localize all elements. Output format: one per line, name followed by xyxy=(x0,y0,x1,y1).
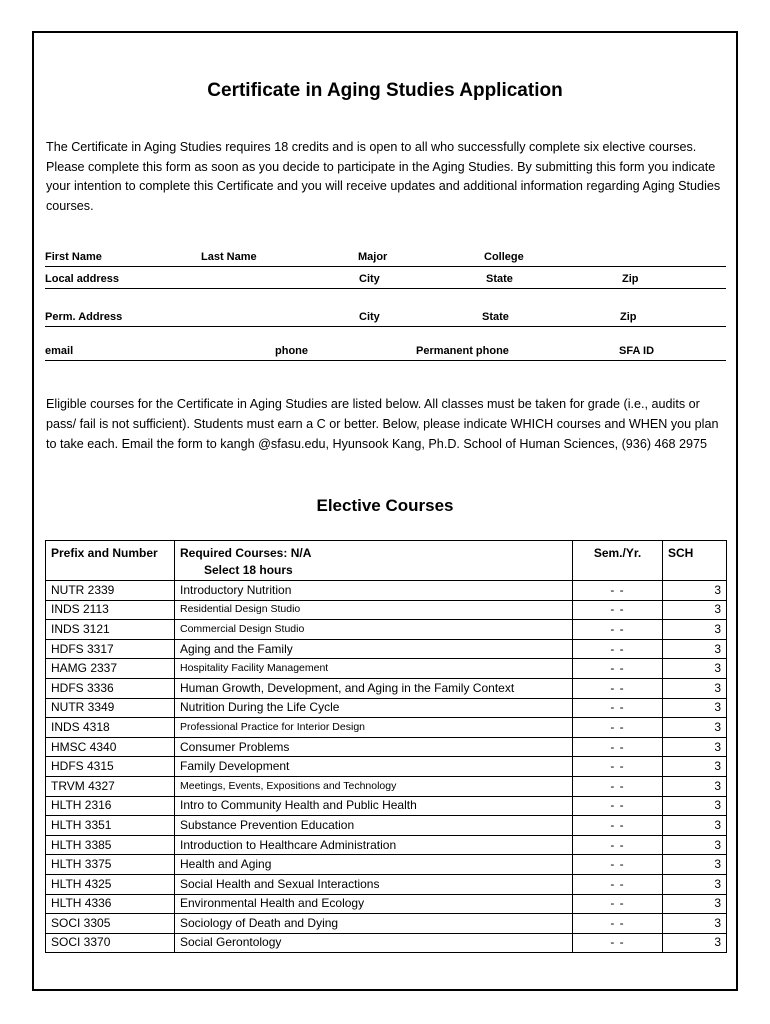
local-address-field[interactable]: Local address xyxy=(45,273,119,285)
sem-yr-input[interactable]: - - xyxy=(573,796,663,816)
sch-value: 3 xyxy=(663,835,727,855)
sem-yr-input[interactable]: - - xyxy=(573,620,663,640)
course-code: HMSC 4340 xyxy=(46,737,175,757)
first-name-field[interactable]: First Name xyxy=(45,251,102,263)
course-name: Intro to Community Health and Public Health xyxy=(175,796,573,816)
local-zip-field[interactable]: Zip xyxy=(622,273,639,285)
course-name: Residential Design Studio xyxy=(175,600,573,620)
table-row xyxy=(46,581,727,601)
course-code: HLTH 3385 xyxy=(46,835,175,855)
course-code: HDFS 3336 xyxy=(46,678,175,698)
course-name: Social Gerontology xyxy=(175,933,573,953)
major-field[interactable]: Major xyxy=(358,251,388,263)
sem-yr-input[interactable]: - - xyxy=(573,894,663,914)
sem-yr-input[interactable]: - - xyxy=(573,914,663,934)
table-row xyxy=(46,933,727,953)
course-code: NUTR 3349 xyxy=(46,698,175,718)
sch-value: 3 xyxy=(663,874,727,894)
sch-value: 3 xyxy=(663,855,727,875)
sem-yr-input[interactable]: - - xyxy=(573,581,663,601)
sem-yr-input[interactable]: - - xyxy=(573,678,663,698)
course-code: HLTH 4325 xyxy=(46,874,175,894)
courses-table xyxy=(45,540,727,953)
required-courses-label: Required Courses: N/A xyxy=(180,546,312,560)
course-code: SOCI 3370 xyxy=(46,933,175,953)
course-code: HLTH 3375 xyxy=(46,855,175,875)
course-code: SOCI 3305 xyxy=(46,914,175,934)
sch-value: 3 xyxy=(663,600,727,620)
course-code: INDS 3121 xyxy=(46,620,175,640)
prefix-number-header: Prefix and Number xyxy=(46,541,175,581)
course-code: TRVM 4327 xyxy=(46,776,175,796)
course-code: HLTH 2316 xyxy=(46,796,175,816)
sch-value: 3 xyxy=(663,698,727,718)
course-code: HDFS 4315 xyxy=(46,757,175,777)
course-name: Substance Prevention Education xyxy=(175,816,573,836)
perm-state-field[interactable]: State xyxy=(482,311,509,323)
sem-yr-input[interactable]: - - xyxy=(573,659,663,679)
course-code: HLTH 3351 xyxy=(46,816,175,836)
course-name: Professional Practice for Interior Design xyxy=(175,718,573,738)
course-code: NUTR 2339 xyxy=(46,581,175,601)
perm-address-field[interactable]: Perm. Address xyxy=(45,311,123,323)
sem-yr-header: Sem./Yr. xyxy=(573,541,663,581)
sem-yr-input[interactable]: - - xyxy=(573,835,663,855)
course-name: Nutrition During the Life Cycle xyxy=(175,698,573,718)
sch-value: 3 xyxy=(663,776,727,796)
sch-value: 3 xyxy=(663,796,727,816)
sem-yr-input[interactable]: - - xyxy=(573,855,663,875)
course-name: Environmental Health and Ecology xyxy=(175,894,573,914)
sch-value: 3 xyxy=(663,933,727,953)
sch-value: 3 xyxy=(663,639,727,659)
college-field[interactable]: College xyxy=(484,251,524,263)
table-row xyxy=(46,659,727,679)
sem-yr-input[interactable]: - - xyxy=(573,776,663,796)
table-row xyxy=(46,757,727,777)
sem-yr-input[interactable]: - - xyxy=(573,600,663,620)
sch-value: 3 xyxy=(663,757,727,777)
course-name: Commercial Design Studio xyxy=(175,620,573,640)
required-courses-header xyxy=(175,541,573,581)
course-name: Meetings, Events, Expositions and Technology xyxy=(175,776,573,796)
sch-value: 3 xyxy=(663,737,727,757)
local-city-field[interactable]: City xyxy=(359,273,380,285)
table-row xyxy=(46,600,727,620)
last-name-field[interactable]: Last Name xyxy=(201,251,257,263)
course-name: Human Growth, Development, and Aging in the Family Context xyxy=(175,678,573,698)
sem-yr-input[interactable]: - - xyxy=(573,737,663,757)
table-row xyxy=(46,816,727,836)
perm-city-field[interactable]: City xyxy=(359,311,380,323)
courses-header-row xyxy=(46,541,727,581)
email-field[interactable]: email xyxy=(45,345,74,357)
sem-yr-input[interactable]: - - xyxy=(573,698,663,718)
perm-address-row xyxy=(45,308,726,327)
course-name: Family Development xyxy=(175,757,573,777)
table-row xyxy=(46,776,727,796)
sem-yr-input[interactable]: - - xyxy=(573,757,663,777)
select-hours-label: Select 18 hours xyxy=(204,563,293,577)
table-row xyxy=(46,698,727,718)
table-row xyxy=(46,796,727,816)
table-row xyxy=(46,620,727,640)
table-row xyxy=(46,835,727,855)
local-state-field[interactable]: State xyxy=(486,273,513,285)
sch-value: 3 xyxy=(663,678,727,698)
table-row xyxy=(46,639,727,659)
course-name: Hospitality Facility Management xyxy=(175,659,573,679)
sch-header: SCH xyxy=(663,541,727,581)
local-address-row xyxy=(45,270,726,289)
course-name: Sociology of Death and Dying xyxy=(175,914,573,934)
sch-value: 3 xyxy=(663,816,727,836)
eligibility-paragraph: Eligible courses for the Certificate in Aging Studies are listed below. All classes must be taken for grade (i.e., audits or pass/ fail is not sufficient). Students must earn a C or better. Below, please indicate WHICH courses and WHEN you plan to take each. Email the form to kangh @sfasu.edu, Hyunsook Kang, Ph.D. School of Human Sciences, (936) 468 2975 xyxy=(46,397,719,451)
perm-zip-field[interactable]: Zip xyxy=(620,311,637,323)
name-fields-row xyxy=(45,248,726,267)
contact-row xyxy=(45,342,726,361)
sch-value: 3 xyxy=(663,620,727,640)
course-name: Aging and the Family xyxy=(175,639,573,659)
table-row xyxy=(46,874,727,894)
course-name: Introduction to Healthcare Administration xyxy=(175,835,573,855)
sch-value: 3 xyxy=(663,581,727,601)
elective-courses-title: Elective Courses xyxy=(316,496,454,515)
course-code: INDS 4318 xyxy=(46,718,175,738)
sem-yr-input[interactable]: - - xyxy=(573,933,663,953)
phone-field[interactable]: phone xyxy=(275,345,308,357)
table-row xyxy=(46,894,727,914)
course-name: Consumer Problems xyxy=(175,737,573,757)
sch-value: 3 xyxy=(663,718,727,738)
sch-value: 3 xyxy=(663,894,727,914)
table-row xyxy=(46,737,727,757)
permanent-phone-field[interactable]: Permanent phone xyxy=(416,345,509,357)
sem-yr-input[interactable]: - - xyxy=(573,639,663,659)
table-row xyxy=(46,718,727,738)
sem-yr-input[interactable]: - - xyxy=(573,816,663,836)
intro-paragraph: The Certificate in Aging Studies requires 18 credits and is open to all who successfully complete six elective courses. Please complete this form as soon as you decide to participate in the Aging Studies. By submitting this form you indicate your intention to complete this Certificate and you will receive updates and additional information regarding Aging Studies courses. xyxy=(46,140,721,213)
sem-yr-input[interactable]: - - xyxy=(573,874,663,894)
course-name: Introductory Nutrition xyxy=(175,581,573,601)
table-row xyxy=(46,914,727,934)
course-code: HLTH 4336 xyxy=(46,894,175,914)
table-row xyxy=(46,855,727,875)
sfa-id-field[interactable]: SFA ID xyxy=(619,345,655,357)
course-code: INDS 2113 xyxy=(46,600,175,620)
course-code: HDFS 3317 xyxy=(46,639,175,659)
sch-value: 3 xyxy=(663,914,727,934)
course-name: Social Health and Sexual Interactions xyxy=(175,874,573,894)
sem-yr-input[interactable]: - - xyxy=(573,718,663,738)
table-row xyxy=(46,678,727,698)
course-name: Health and Aging xyxy=(175,855,573,875)
course-code: HAMG 2337 xyxy=(46,659,175,679)
page-title: Certificate in Aging Studies Application xyxy=(207,80,563,101)
sch-value: 3 xyxy=(663,659,727,679)
